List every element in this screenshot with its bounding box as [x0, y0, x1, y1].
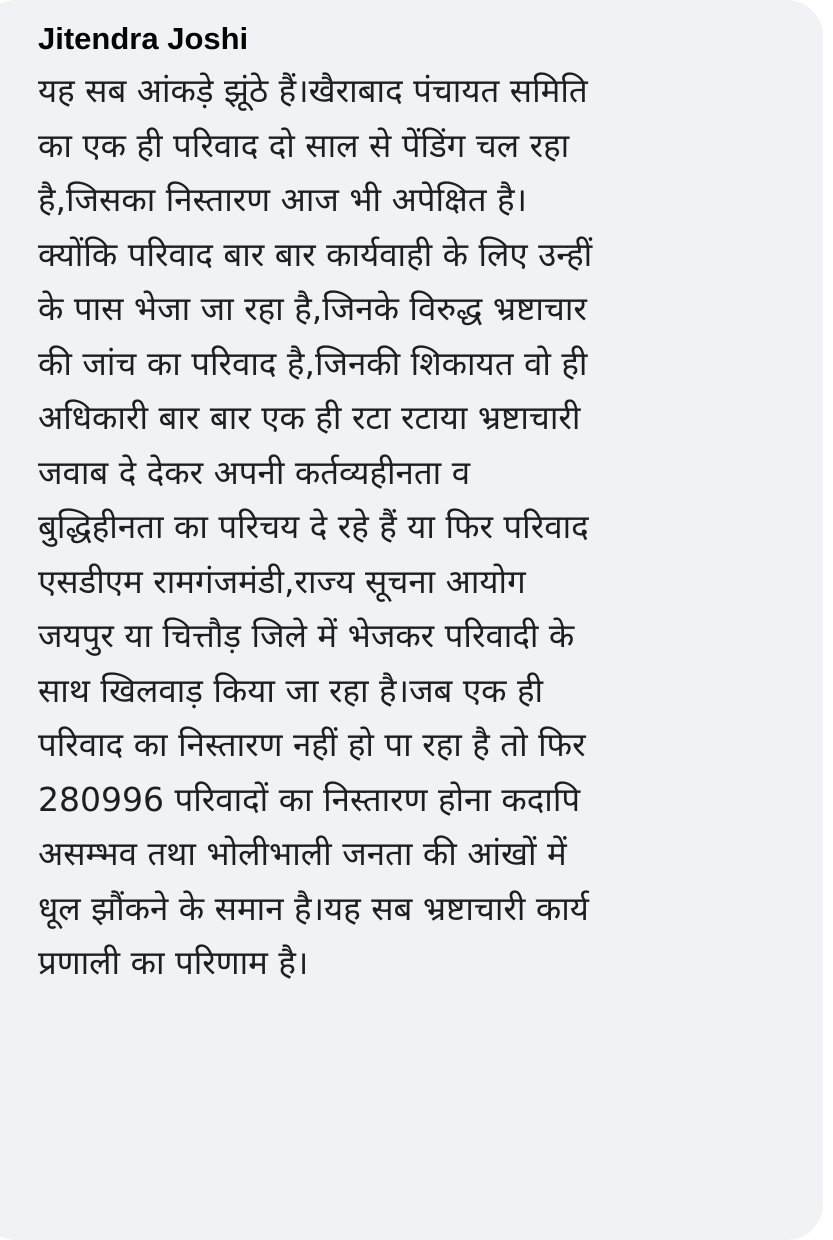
- comment-text-line: प्रणाली का परिणाम है।: [38, 943, 309, 982]
- comment-text-line: जयपुर या चित्तौड़ जिले में भेजकर परिवादी के: [38, 616, 575, 655]
- comment-content: [38, 20, 818, 991]
- comment-text-line: की जांच का परिवाद है,जिनकी शिकायत वो ही: [38, 343, 588, 383]
- comment-text-line: परिवाद का निस्तारण नहीं हो पा रहा है तो फिर: [38, 725, 586, 764]
- comment-text-line: अधिकारी बार बार एक ही रटा रटाया भ्रष्टाचारी: [38, 398, 581, 437]
- comment-author-name[interactable]: Jitendra Joshi: [38, 21, 249, 56]
- comment-text-line: जवाब दे देकर अपनी कर्तव्यहीनता व: [38, 452, 471, 492]
- comment-text: [38, 64, 818, 991]
- comment-text-line: 280996 परिवादों का निस्तारण होना कदापि: [38, 779, 581, 819]
- comment-text-line: क्योंकि परिवाद बार बार कार्यवाही के लिए उन्हीं: [38, 234, 593, 274]
- comment-text-line: धूल झौंकने के समान है।यह सब भ्रष्टाचारी कार्य: [38, 888, 589, 928]
- comment-text-line: एसडीएम रामगंजमंडी,राज्य सूचना आयोग: [38, 561, 526, 601]
- comment-text-line: बुद्धिहीनता का परिचय दे रहे हैं या फिर परिवाद: [38, 507, 589, 546]
- comment-text-line: के पास भेजा जा रहा है,जिनके विरुद्ध भ्रष्टाचार: [38, 289, 587, 328]
- comment-text-line: है,जिसका निस्तारण आज भी अपेक्षित है।: [38, 180, 528, 219]
- comment-text-line: का एक ही परिवाद दो साल से पेंडिंग चल रहा: [38, 125, 570, 165]
- comment-text-line: असम्भव तथा भोलीभाली जनता की आंखों में: [38, 834, 567, 873]
- comment-text-line: साथ खिलवाड़ किया जा रहा है।जब एक ही: [38, 670, 544, 710]
- comment-text-line: यह सब आंकड़े झूंठे हैं।खैराबाद पंचायत समिति: [38, 71, 588, 110]
